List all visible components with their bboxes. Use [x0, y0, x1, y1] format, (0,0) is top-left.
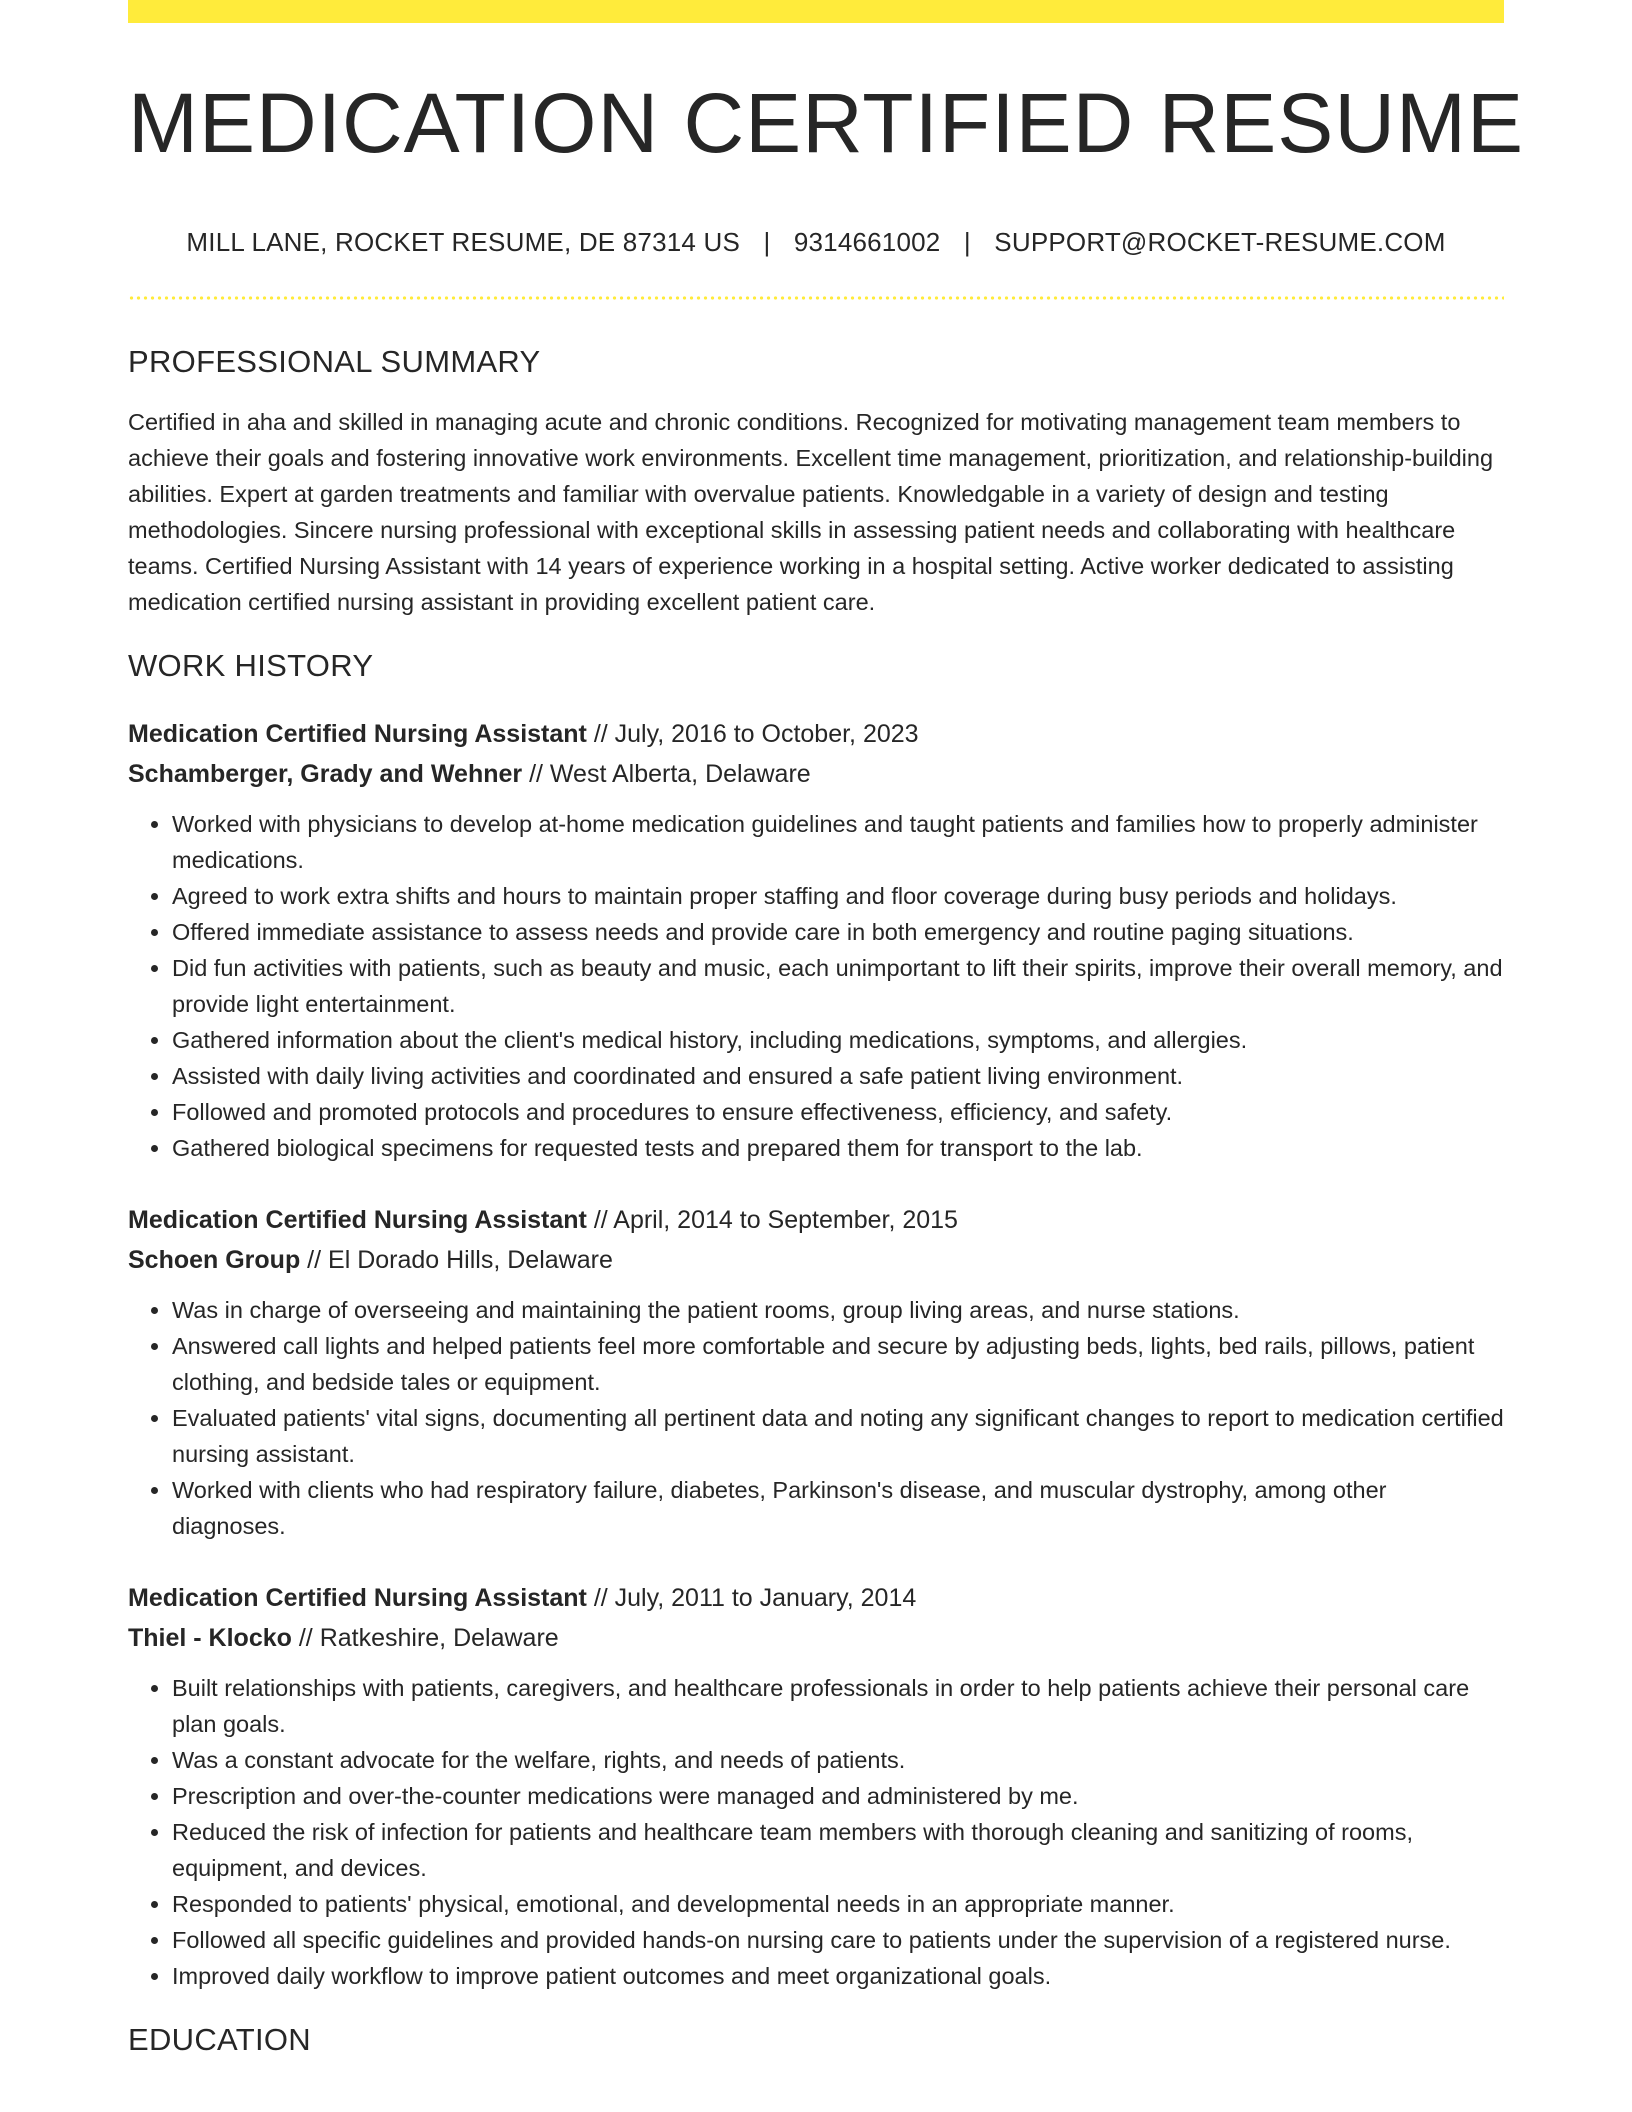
- job-bullet-list: [128, 1292, 1504, 1544]
- job-entry: [128, 714, 1504, 1166]
- job-bullet: • Offered immediate assistance to assess needs and provide care in both emergency and routine paging situations.: [172, 914, 1504, 950]
- job-company: Schoen Group: [128, 1246, 301, 1274]
- summary-heading: PROFESSIONAL SUMMARY: [128, 344, 541, 379]
- job-bullet: • Reduced the risk of infection for patients and healthcare team members with thorough cleaning and sanitizing of rooms, equipment, and devices.: [172, 1814, 1504, 1886]
- contact-line: [128, 227, 1504, 258]
- job-entry: [128, 1200, 1504, 1544]
- job-location: // El Dorado Hills, Delaware: [300, 1246, 613, 1274]
- job-bullet: • Improved daily workflow to improve patient outcomes and meet organizational goals.: [172, 1958, 1504, 1994]
- job-bullet: • Built relationships with patients, caregivers, and healthcare professionals in order to help patients achieve their personal care plan goals.: [172, 1670, 1504, 1742]
- job-entry: [128, 1578, 1504, 1994]
- work-history-heading: WORK HISTORY: [128, 648, 374, 683]
- job-bullet-list: [128, 806, 1504, 1166]
- job-title: Medication Certified Nursing Assistant: [128, 1206, 587, 1234]
- job-bullet: • Did fun activities with patients, such as beauty and music, each unimportant to lift their spirits, improve their overall memory, and provide light entertainment.: [172, 950, 1504, 1022]
- job-bullet-list: [128, 1670, 1504, 1994]
- contact-separator: |: [763, 227, 771, 257]
- job-bullet: • Worked with physicians to develop at-home medication guidelines and taught patients and families how to properly administer medications.: [172, 806, 1504, 878]
- job-company-line: [128, 1618, 1504, 1658]
- job-bullet: • Gathered biological specimens for requested tests and prepared them for transport to the lab.: [172, 1130, 1504, 1166]
- job-company-line: [128, 1240, 1504, 1280]
- job-company: Schamberger, Grady and Wehner: [128, 760, 523, 788]
- job-bullet: • Agreed to work extra shifts and hours to maintain proper staffing and floor coverage during busy periods and holidays.: [172, 878, 1504, 914]
- job-company: Thiel - Klocko: [128, 1624, 292, 1652]
- job-bullet: • Was in charge of overseeing and maintaining the patient rooms, group living areas, and nurse stations.: [172, 1292, 1504, 1328]
- education-heading: EDUCATION: [128, 2022, 311, 2057]
- job-bullet: • Followed all specific guidelines and provided hands-on nursing care to patients under the supervision of a registered nurse.: [172, 1922, 1504, 1958]
- contact-separator: |: [963, 227, 971, 257]
- contact-phone: 9314661002: [793, 227, 941, 257]
- job-bullet: • Assisted with daily living activities and coordinated and ensured a safe patient living environment.: [172, 1058, 1504, 1094]
- job-title: Medication Certified Nursing Assistant: [128, 720, 587, 748]
- job-bullet: • Answered call lights and helped patients feel more comfortable and secure by adjusting beds, lights, bed rails, pillows, patient clothing, and bedside tales or equipment.: [172, 1328, 1504, 1400]
- job-location: // Ratkeshire, Delaware: [291, 1624, 559, 1652]
- job-title-line: [128, 1200, 1504, 1240]
- job-location: // West Alberta, Delaware: [522, 760, 811, 788]
- job-dates: // July, 2011 to January, 2014: [586, 1584, 917, 1612]
- resume-page: [128, 0, 1524, 2058]
- top-accent-bar: [128, 0, 1504, 23]
- job-bullet: • Followed and promoted protocols and procedures to ensure effectiveness, efficiency, and safety.: [172, 1094, 1504, 1130]
- resume-title: MEDICATION CERTIFIED RESUME: [128, 76, 1524, 170]
- job-bullet: • Worked with clients who had respiratory failure, diabetes, Parkinson's disease, and muscular dystrophy, among other diagnoses.: [172, 1472, 1504, 1544]
- job-title-line: [128, 714, 1504, 754]
- job-bullet: • Responded to patients' physical, emotional, and developmental needs in an appropriate manner.: [172, 1886, 1504, 1922]
- job-title-line: [128, 1578, 1504, 1618]
- job-dates: // July, 2016 to October, 2023: [586, 720, 919, 748]
- contact-email: SUPPORT@ROCKET-RESUME.COM: [994, 227, 1446, 257]
- job-bullet: • Prescription and over-the-counter medications were managed and administered by me.: [172, 1778, 1504, 1814]
- job-bullet: • Evaluated patients' vital signs, documenting all pertinent data and noting any significant changes to report to medication certified nursing assistant.: [172, 1400, 1504, 1472]
- job-title: Medication Certified Nursing Assistant: [128, 1584, 587, 1612]
- job-dates: // April, 2014 to September, 2015: [586, 1206, 958, 1234]
- job-bullet: • Gathered information about the client's medical history, including medications, symptoms, and allergies.: [172, 1022, 1504, 1058]
- job-company-line: [128, 754, 1504, 794]
- job-bullet: • Was a constant advocate for the welfare, rights, and needs of patients.: [172, 1742, 1504, 1778]
- contact-address: MILL LANE, ROCKET RESUME, DE 87314 US: [186, 227, 740, 257]
- summary-text: Certified in aha and skilled in managing acute and chronic conditions. Recognized for motivating management team members to achieve their goals and fostering innovative work environments. Excellent time management, prioritization, and relationship-building abilities. Expert at garden treatments and familiar with overvalue patients. Knowledgable in a variety of design and testing methodologies. Sincere nursing professional with exceptional skills in assessing patient needs and collaborating with healthcare teams. Certified Nursing Assistant with 14 years of experience working in a hospital setting. Active worker dedicated to assisting medication certified nursing assistant in providing excellent patient care.: [128, 409, 1494, 615]
- dotted-divider: [128, 296, 1504, 300]
